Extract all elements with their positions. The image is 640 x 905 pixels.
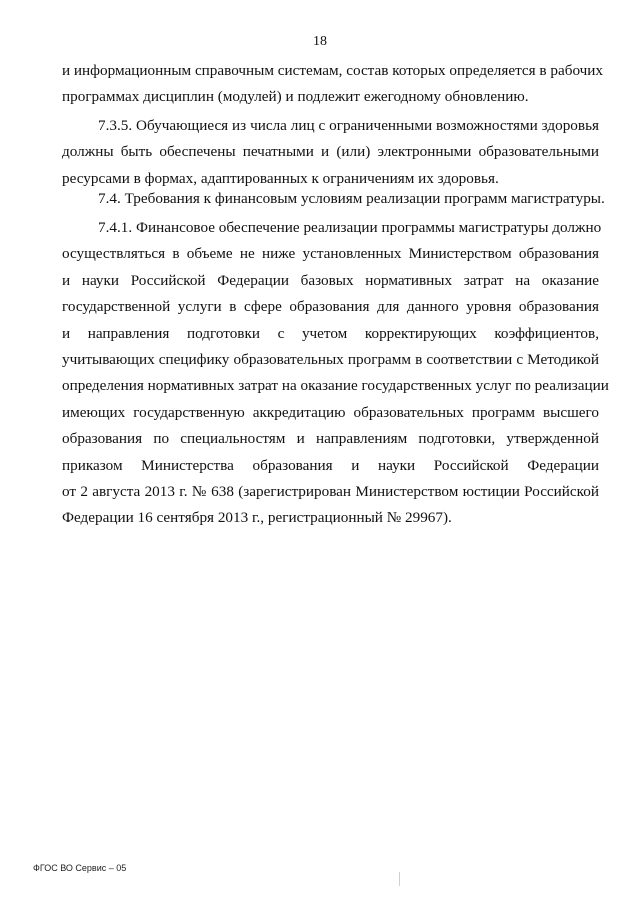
text-line: и направления подготовки с учетом корректирующих коэффициентов, (62, 324, 599, 342)
text-line: должны быть обеспечены печатными и (или) электронными образовательными (62, 143, 599, 161)
footer-label: ФГОС ВО Сервис – 05 (33, 863, 127, 873)
text-line: программах дисциплин (модулей) и подлежит ежегодному обновлению. (62, 88, 529, 106)
paragraph-7-3-5 (62, 113, 599, 192)
text-line: осуществляться в объеме не ниже установленных Министерством образования (62, 245, 599, 263)
text-line: ресурсами в формах, адаптированных к ограничениям их здоровья. (62, 169, 499, 187)
text-line: приказом Министерства образования и науки Российской Федерации (62, 456, 599, 474)
page-number: 18 (313, 34, 327, 49)
text-line: 7.3.5. Обучающиеся из числа лиц с ограниченными возможностями здоровья (98, 117, 599, 134)
text-line: образования по специальностям и направлениям подготовки, утвержденной (62, 430, 599, 448)
paragraph-7-4-1 (62, 215, 609, 532)
text-line: определения нормативных затрат на оказание государственных услуг по реализации (62, 377, 609, 395)
text-line: от 2 августа 2013 г. № 638 (зарегистрирован Министерством юстиции Российской (62, 483, 599, 501)
paragraph-continuation (62, 58, 604, 111)
text-line: 7.4.1. Финансовое обеспечение реализации программы магистратуры должно (98, 219, 602, 236)
text-line: и науки Российской Федерации базовых нормативных затрат на оказание (62, 271, 599, 289)
text-line: имеющих государственную аккредитацию образовательных программ высшего (62, 403, 599, 421)
text-line: и информационным справочным системам, состав которых определяется в рабочих (62, 62, 604, 79)
paragraph-7-4 (62, 186, 605, 212)
scan-artifact (399, 872, 400, 886)
text-line: учитывающих специфику образовательных программ в соответствии с Методикой (62, 351, 599, 369)
section-heading: 7.4. Требования к финансовым условиям реализации программ магистратуры. (98, 190, 605, 207)
text-line: государственной услуги в сфере образования для данного уровня образования (62, 298, 599, 316)
text-line: Федерации 16 сентября 2013 г., регистрационный № 29967). (62, 509, 452, 527)
